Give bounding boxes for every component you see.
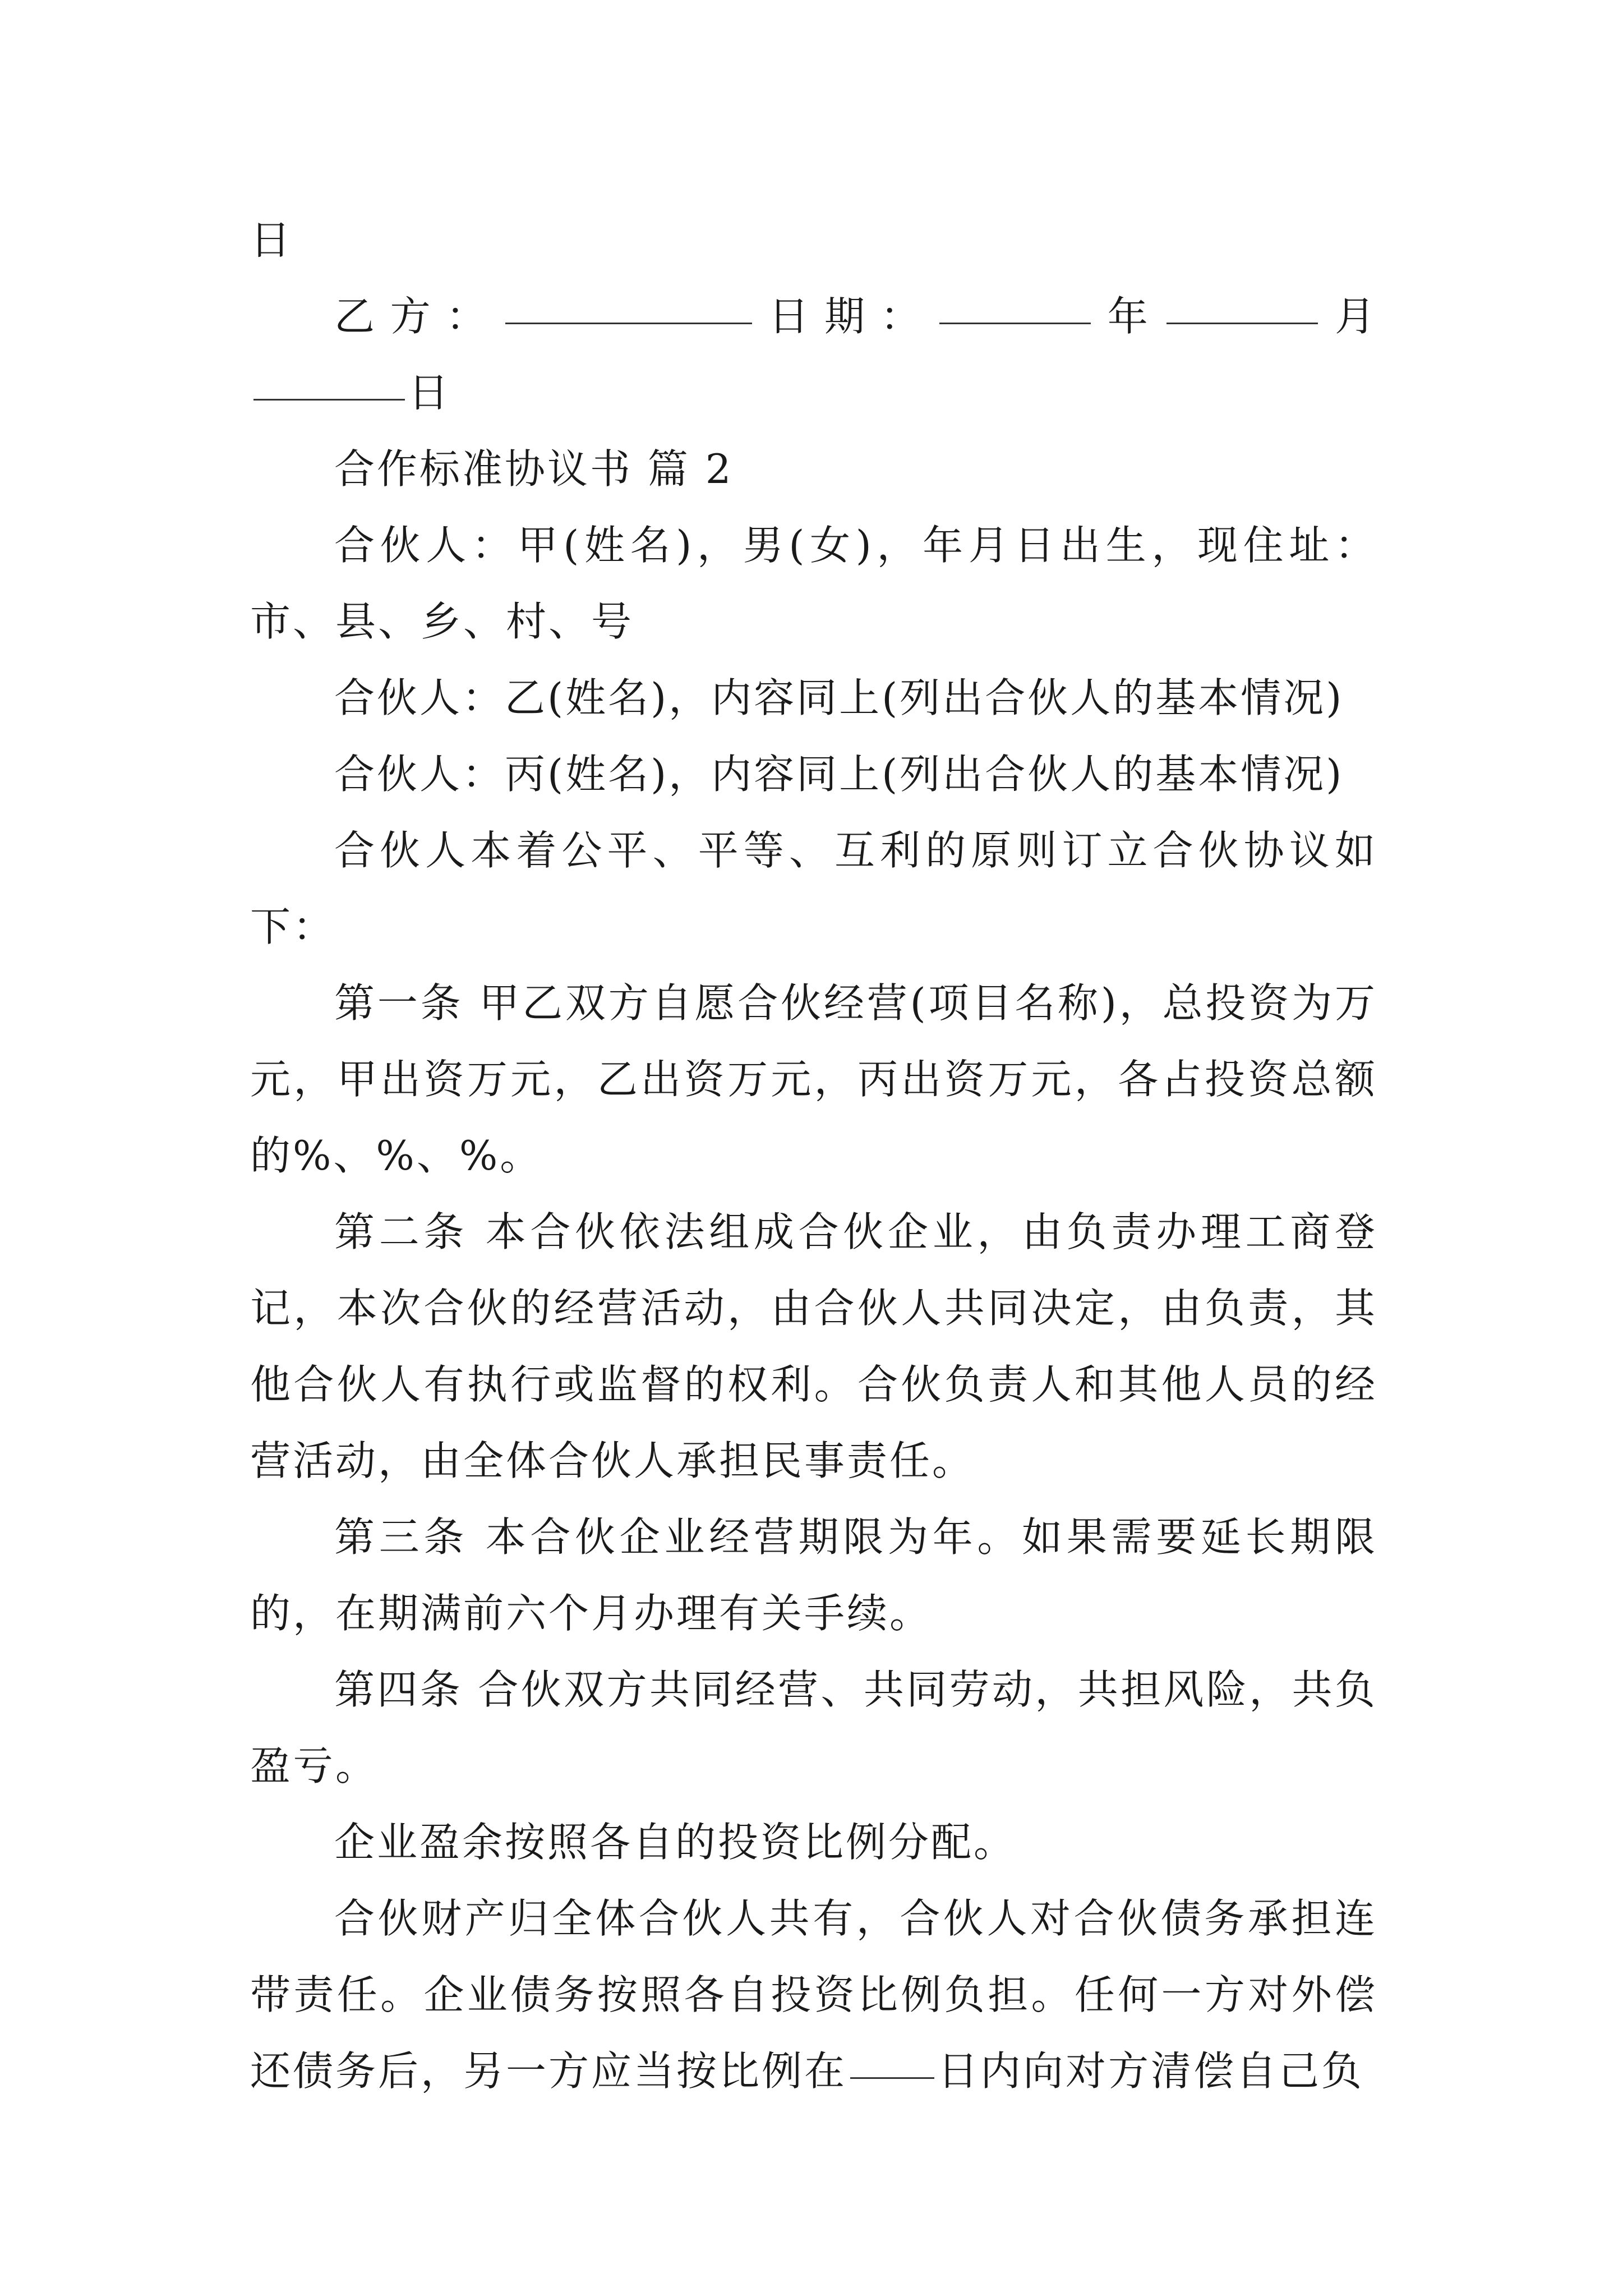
partner-a-paragraph: 合伙人：甲(姓名)，男(女)，年月日出生，现住址：市、县、乡、村、号 <box>250 522 1377 645</box>
signature-line-party-b <box>250 278 1377 431</box>
year-blank <box>939 322 1091 324</box>
party-b-blank <box>505 322 752 324</box>
day-blank <box>253 398 405 401</box>
line-day-fragment: 日 <box>250 217 293 264</box>
section-title: 合作标准协议书 篇 2 <box>334 445 734 493</box>
days-blank <box>850 2077 934 2079</box>
intro-paragraph: 合伙人本着公平、平等、互利的原则订立合伙协议如下： <box>250 827 1377 950</box>
party-b-label: 乙方： <box>334 293 502 340</box>
article-1: 第一条 甲乙双方自愿合伙经营(项目名称)，总投资为万元，甲出资万元，乙出资万元，丙出资万元，各占投资总额的%、%、%。 <box>250 979 1377 1179</box>
date-label: 日期： <box>755 293 937 340</box>
property-paragraph <box>250 1880 1377 2109</box>
article-2: 第二条 本合伙依法组成合伙企业，由负责办理工商登记，本次合伙的经营活动，由合伙人共同决定，由负责，其他合伙人有执行或监督的权利。合伙负责人和其他人员的经营活动，由全体合伙人承担民事责任。 <box>250 1208 1377 1484</box>
day-label: 日 <box>408 369 451 416</box>
year-label: 年 <box>1094 293 1164 340</box>
profit-paragraph: 企业盈余按照各自的投资比例分配。 <box>334 1819 1017 1866</box>
property-text-end: 日内向对方清偿自己负 <box>938 2047 1364 2095</box>
property-text-start: 合伙财产归全体合伙人共有，合伙人对合伙债务承担连带责任。企业债务按照各自投资比例负担。任何一方对外偿还债务后，另一方应当按比例在 <box>250 1895 1377 2095</box>
article-4: 第四条 合伙双方共同经营、共同劳动，共担风险，共负盈亏。 <box>250 1666 1377 1789</box>
article-3: 第三条 本合伙企业经营期限为年。如果需要延长期限的，在期满前六个月办理有关手续。 <box>250 1513 1377 1637</box>
month-label: 月 <box>1321 293 1377 340</box>
partner-b-paragraph: 合伙人：乙(姓名)，内容同上(列出合伙人的基本情况) <box>334 674 1344 721</box>
partner-c-paragraph: 合伙人：丙(姓名)，内容同上(列出合伙人的基本情况) <box>334 751 1344 798</box>
month-blank <box>1166 322 1318 324</box>
document-body <box>250 202 1377 2109</box>
